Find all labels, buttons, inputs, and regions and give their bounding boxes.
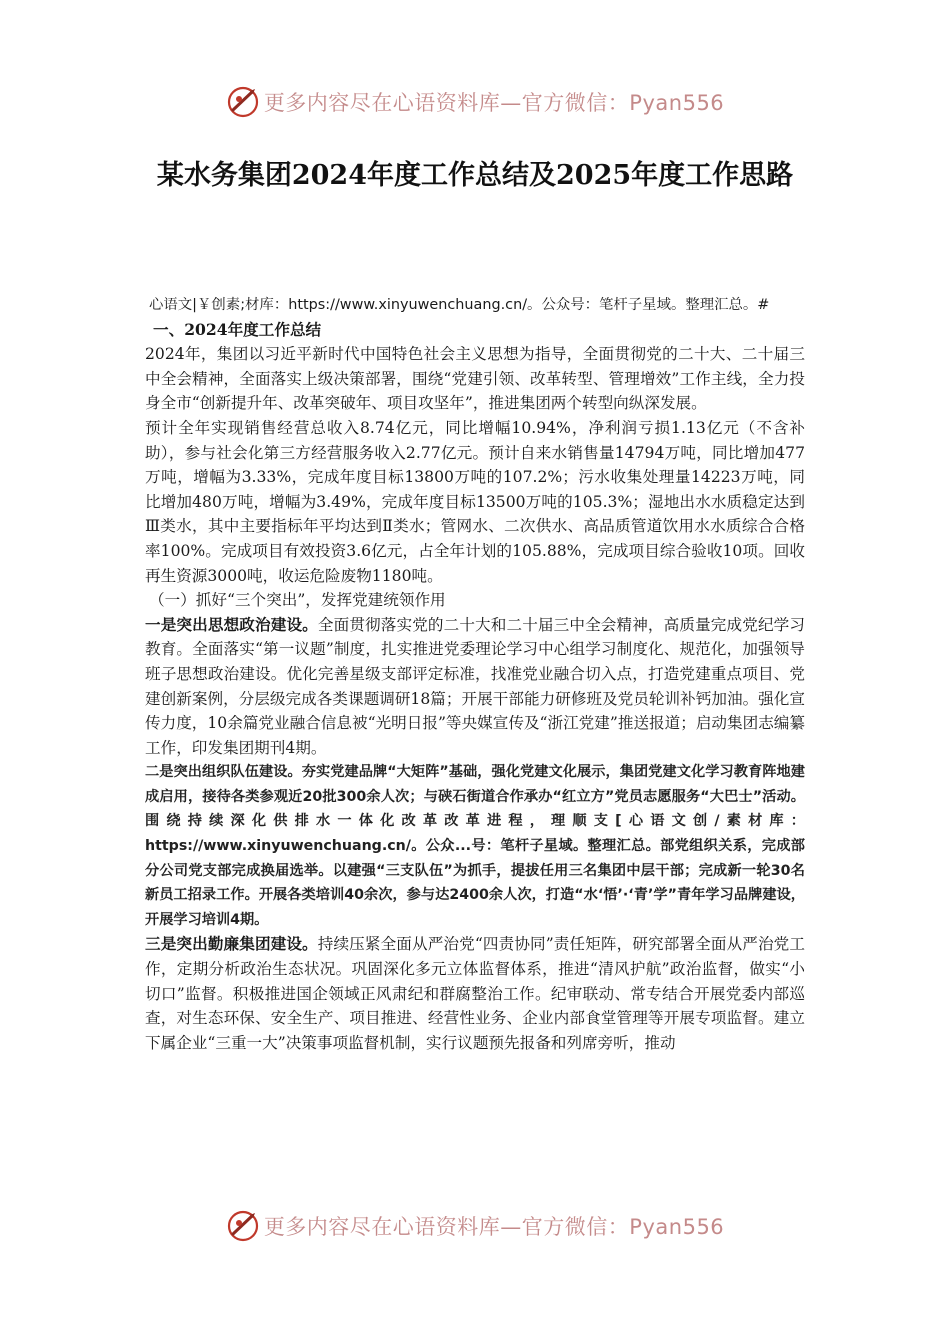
document-title: 某水务集团2024年度工作总结及2025年度工作思路	[156, 160, 794, 191]
item-body: 全面贯彻落实党的二十大和二十届三中全会精神，高质量完成党纪学习教育。全面落实“第一议题”制度，扎实推进党委理论学习中心组学习制度化、规范化，加强领导班子思想政治建设。优化完善星级支部评定标准，找准党业融合切入点，打造党建重点项目、党建创新案例，分层级完成各类课题调研18篇；开展干部能力研修班及党员轮训补钙加油。强化宣传力度，10余篇党业融合信息被“光明日报”等央媒宣传及“浙江党建”推送报道；启动集团志编纂工作，印发集团期刊4期。	[145, 615, 805, 757]
header-banner	[0, 82, 950, 122]
paragraph	[145, 613, 805, 761]
source-note: 心语文|￥创素;材库：https://www.xinyuwenchuang.cn/。公众号：笔杆子星域。整理汇总。#	[149, 297, 770, 313]
item-lead: 一是突出思想政治建设。	[145, 614, 318, 634]
brand-logo-icon	[226, 1209, 260, 1243]
banner-text: 更多内容尽在心语资料库—官方微信：Pyan556	[263, 1215, 725, 1239]
item-body: 持续压紧全面从严治党“四责协同”责任矩阵，研究部署全面从严治党工作，定期分析政治生态状况。巩固深化多元立体监督体系，推进“清风护航”政治监督，做实“小切口”监督。积极推进国企领域正风肃纪和群腐整治工作。纪审联动、常专结合开展党委内部巡查，对生态环保、安全生产、项目推进、经营性业务、企业内部食堂管理等开展专项监督。建立下属企业“三重一大”决策事项监督机制，实行议题预先报备和列席旁听，推动	[145, 935, 805, 1052]
footer-banner	[0, 1206, 950, 1246]
paragraph: 二是突出组织队伍建设。夯实党建品牌“大矩阵”基础，强化党建文化展示，集团党建文化学习教育阵地建成启用，接待各类参观近20批300余人次；与硖石街道合作承办“红立方”党员志愿服务“大巴士”活动。围绕持续深化供排水一体化改革改革进程，理顺支[心语文创/素材库：https://www.xinyuwenchuang.cn/。公众...号：笔杆子星域。整理汇总。部党组织关系，完成部分公司党支部完成换届选举。以建强“三支队伍”为抓手，提拔任用三名集团中层干部；完成新一轮30名新员工招录工作。开展各类培训40余次，参与达2400余人次，打造“水‘悟’·‘青’学”青年学习品牌建设，开展学习培训4期。	[145, 764, 805, 928]
subheading: （一）抓好“三个突出”，发挥党建统领作用	[149, 591, 446, 610]
paragraph: 预计全年实现销售经营总收入8.74亿元，同比增幅10.94%，净利润亏损1.13亿元（不含补助），参与社会化第三方经营服务收入2.77亿元。预计自来水销售量14794万吨，同比增加477万吨，增幅为3.33%，完成年度目标13800万吨的107.2%；污水收集处理量14223万吨，同比增加480万吨，增幅为3.49%，完成年度目标13500万吨的105.3%；湿地出水水质稳定达到Ⅲ类水，其中主要指标年平均达到Ⅱ类水；管网水、二次供水、高品质管道饮用水水质综合合格率100%。完成项目有效投资3.6亿元，占全年计划的105.88%，完成项目综合验收10项。回收再生资源3000吨，收运危险废物1180吨。	[145, 418, 805, 585]
paragraph	[145, 932, 805, 1055]
document-body	[145, 293, 805, 1055]
banner-text: 更多内容尽在心语资料库—官方微信：Pyan556	[263, 91, 725, 115]
item-lead: 三是突出勤廉集团建设。	[145, 934, 318, 954]
brand-logo-icon	[226, 85, 260, 119]
section-heading: 一、2024年度工作总结	[153, 319, 322, 339]
paragraph: 2024年，集团以习近平新时代中国特色社会主义思想为指导，全面贯彻党的二十大、二十届三中全会精神，全面落实上级决策部署，围绕“党建引领、改革转型、管理增效”工作主线，全力投身全市“创新提升年、改革突破年、项目攻坚年”，推进集团两个转型向纵深发展。	[145, 345, 805, 413]
